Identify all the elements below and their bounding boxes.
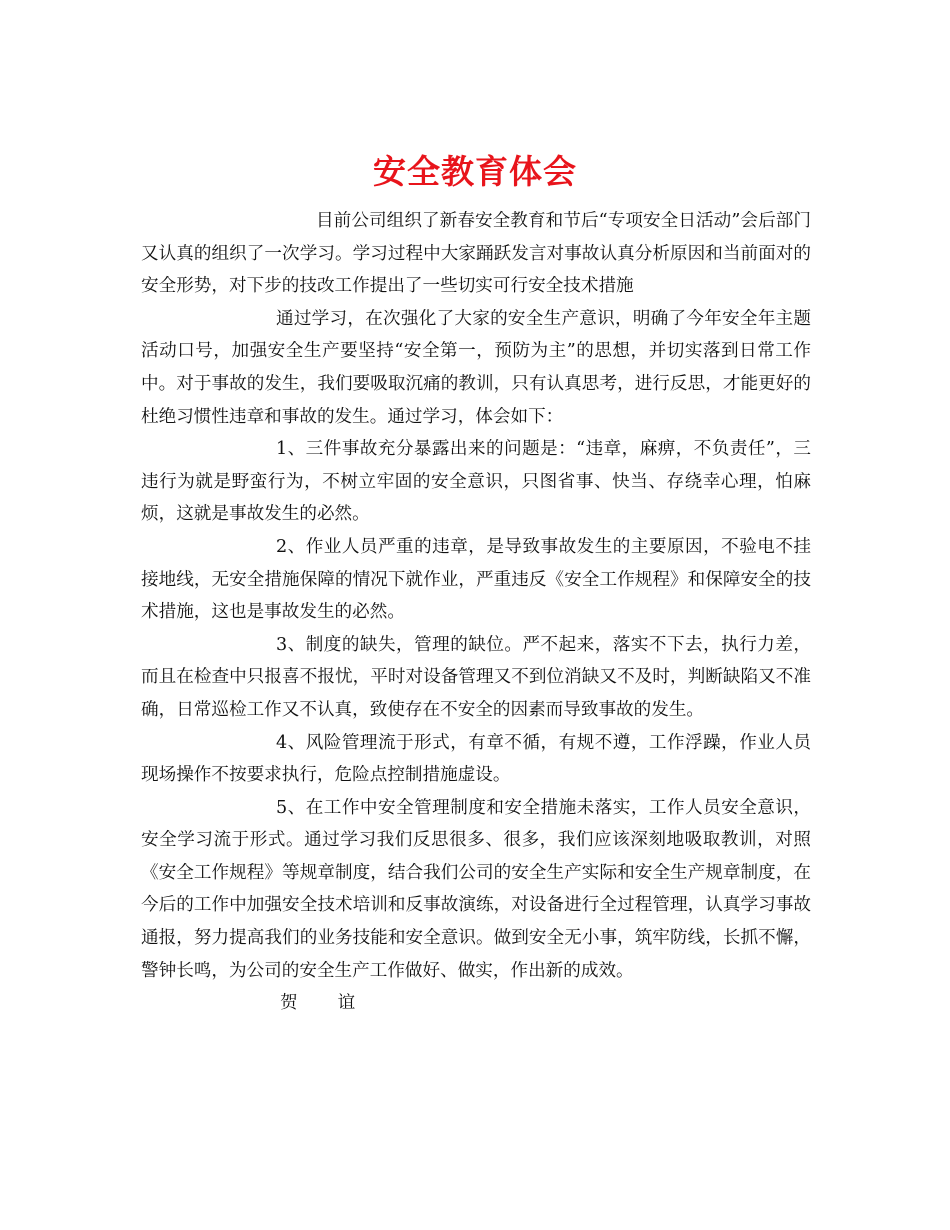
- point-5-paragraph: 5、在工作中安全管理制度和安全措施未落实，工作人员安全意识，安全学习流于形式。通过学习我们反思很多、很多，我们应该深刻地吸取教训，对照《安全工作规程》等规章制度，结合我们公司的安全生产实际和安全生产规章制度，在今后的工作中加强安全技术培训和反事故演练，对设备进行全过程管理，认真学习事故通报，努力提高我们的业务技能和安全意识。做到安全无小事，筑牢防线，长抓不懈，警钟长鸣，为公司的安全生产工作做好、做实，作出新的成效。: [141, 797, 811, 981]
- point-4-paragraph: 4、风险管理流于形式，有章不循，有规不遵，工作浮躁，作业人员现场操作不按要求执行，危险点控制措施虚设。: [141, 732, 811, 786]
- author-surname: 贺: [280, 993, 298, 1014]
- author-signature: [141, 987, 811, 1020]
- point-2-paragraph: 2、作业人员严重的违章，是导致事故发生的主要原因，不验电不挂接地线，无安全措施保障的情况下就作业，严重违反《安全工作规程》和保障安全的技术措施，这也是事故发生的必然。: [141, 536, 811, 623]
- intro-paragraph: 目前公司组织了新春安全教育和节后“专项安全日活动”会后部门又认真的组织了一次学习。学习过程中大家踊跃发言对事故认真分析原因和当前面对的安全形势，对下步的技改工作提出了一些切实可行安全技术措施: [141, 211, 811, 297]
- document-body: [141, 205, 811, 1020]
- author-given-name: 谊: [337, 993, 356, 1014]
- point-3-paragraph: 3、制度的缺失，管理的缺位。严不起来，落实不下去，执行力差，而且在检查中只报喜不报忧，平时对设备管理又不到位消缺又不及时，判断缺陷又不准确，日常巡检工作又不认真，致使存在不安全的因素而导致事故的发生。: [141, 634, 811, 720]
- document-title: 安全教育体会: [373, 152, 577, 192]
- point-1-paragraph: 1、三件事故充分暴露出来的问题是：“违章，麻痹，不负责任”，三违行为就是野蛮行为，不树立牢固的安全意识，只图省事、快当、存绕幸心理，怕麻烦，这就是事故发生的必然。: [141, 439, 811, 525]
- learning-summary-paragraph: 通过学习，在次强化了大家的安全生产意识，明确了今年安全年主题活动口号，加强安全生产要坚持“安全第一，预防为主”的思想，并切实落到日常工作中。对于事故的发生，我们要吸取沉痛的教训，只有认真思考，进行反思，才能更好的杜绝习惯性违章和事故的发生。通过学习，体会如下：: [141, 308, 811, 427]
